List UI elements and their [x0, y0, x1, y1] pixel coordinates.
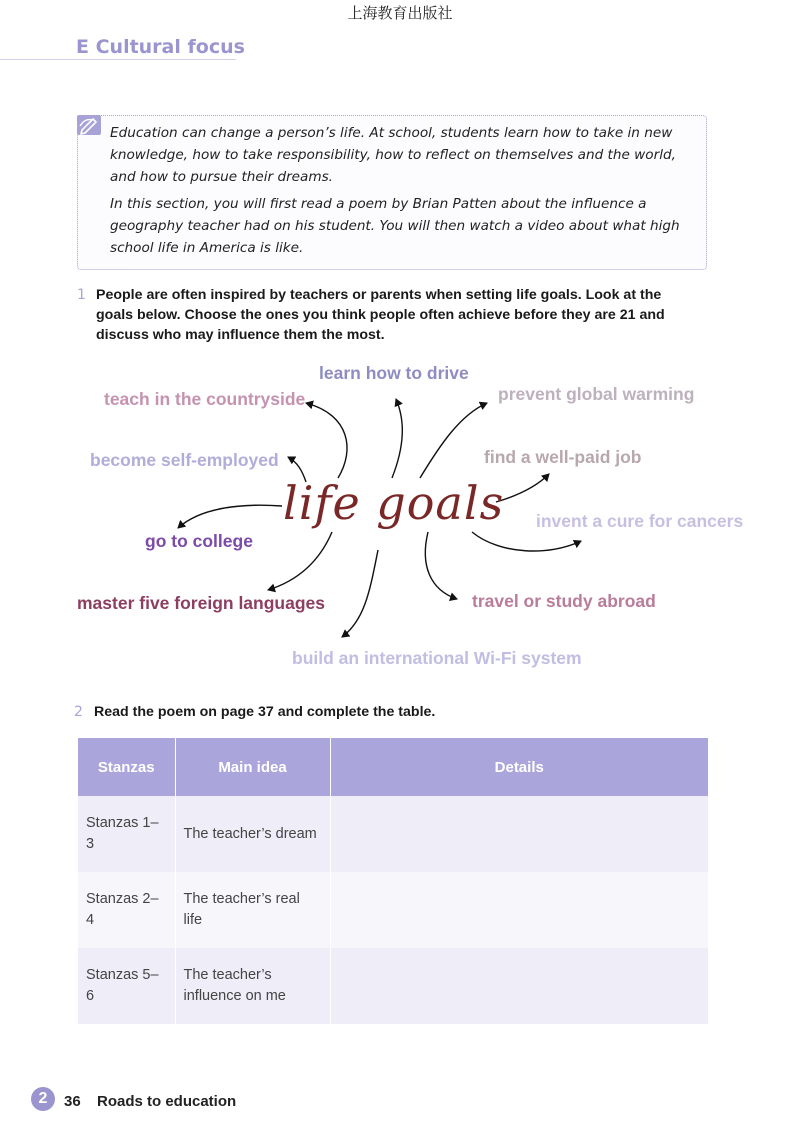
- mind-map-hub: life goals: [283, 476, 505, 530]
- stanza-table: [78, 738, 708, 1024]
- cell-main-idea: The teacher’s real life: [175, 872, 330, 948]
- arrow-to-cure-cancers: [472, 532, 581, 551]
- goal-wifi-system: build an international Wi-Fi system: [292, 648, 582, 668]
- goal-learn-to-drive: learn how to drive: [319, 363, 469, 383]
- unit-title: Roads to education: [97, 1093, 237, 1110]
- cell-main-idea: The teacher’s influence on me: [175, 948, 330, 1024]
- cell-stanzas: Stanzas 2–4: [78, 872, 175, 948]
- intro-paragraph: In this section, you will first read a poem by Brian Patten about the influence a geography teacher had on his student. You will then watch a video about what high school life in America is like.: [110, 195, 680, 257]
- table-row: [78, 872, 708, 948]
- goal-go-to-college: go to college: [145, 531, 253, 551]
- cell-details-blank[interactable]: [330, 872, 708, 948]
- section-title: E Cultural focus: [76, 36, 245, 58]
- cell-details-blank[interactable]: [330, 948, 708, 1024]
- table-header-row: [78, 738, 708, 796]
- cell-main-idea: The teacher’s dream: [175, 796, 330, 872]
- goal-well-paid-job: find a well-paid job: [484, 447, 642, 467]
- question-text: Read the poem on page 37 and complete the table.: [94, 704, 436, 720]
- table-row: [78, 796, 708, 872]
- goal-teach-countryside: teach in the countryside: [104, 389, 306, 409]
- arrow-to-wifi-system: [342, 550, 378, 637]
- question-number: 2: [74, 704, 83, 720]
- goal-cure-cancers: invent a cure for cancers: [536, 511, 744, 531]
- question-text: People are often inspired by teachers or parents when setting life goals. Look at the goals below. Choose the ones you think people often achieve before they are 21 and discuss who may influence them the most.: [96, 287, 665, 343]
- arrow-to-learn-drive: [392, 399, 402, 478]
- cell-stanzas: Stanzas 1–3: [78, 796, 175, 872]
- goal-foreign-languages: master five foreign languages: [77, 593, 325, 613]
- cell-stanzas: Stanzas 5–6: [78, 948, 175, 1024]
- arrow-to-teach-countryside: [306, 403, 347, 478]
- cell-details-blank[interactable]: [330, 796, 708, 872]
- goal-travel-abroad: travel or study abroad: [472, 591, 656, 611]
- arrow-to-travel-abroad: [425, 532, 457, 599]
- arrow-to-prevent-warming: [420, 403, 487, 478]
- arrow-to-foreign-languages: [268, 532, 332, 590]
- unit-badge: 2: [31, 1087, 55, 1111]
- header-stanzas: Stanzas: [78, 738, 175, 796]
- header-main-idea: Main idea: [175, 738, 330, 796]
- goal-prevent-warming: prevent global warming: [498, 384, 695, 404]
- header-details: Details: [330, 738, 708, 796]
- goal-self-employed: become self-employed: [90, 450, 279, 470]
- table-row: [78, 948, 708, 1024]
- question-number: 1: [77, 287, 86, 303]
- page-number: 36: [64, 1093, 81, 1110]
- publisher-name: 上海教育出版社: [347, 4, 453, 22]
- intro-paragraph: Education can change a person’s life. At school, students learn how to take in new knowledge, how to take responsibility, how to reflect on themselves and the world, and how to pursue their dreams.: [110, 125, 676, 186]
- arrow-to-go-to-college: [178, 505, 282, 528]
